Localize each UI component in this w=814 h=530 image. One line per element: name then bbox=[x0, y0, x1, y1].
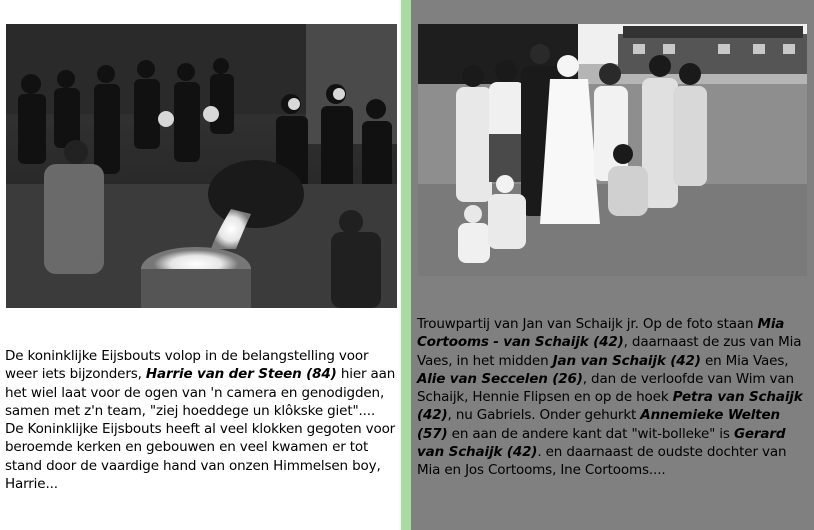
right-panel bbox=[411, 0, 814, 530]
caption-text: De koninklijke Eijsbouts volop in de belangstelling voor weer iets bijzonders, bbox=[5, 348, 369, 383]
person-name: Mia Cortooms - van Schaijk (42) bbox=[417, 316, 785, 351]
bell-casting-photo bbox=[6, 24, 397, 308]
person-name: Annemieke Welten (57) bbox=[417, 407, 780, 442]
person-name: Petra van Schaijk (42) bbox=[417, 389, 803, 424]
caption-text: . en daarnaast de oudste dochter van Mia en Jos Cortooms, Ine Cortooms.... bbox=[417, 444, 787, 479]
caption-text: , nu Gabriels. Onder gehurkt bbox=[447, 407, 641, 424]
caption-text: , daarnaast de zus van Mia Vaes, in het midden bbox=[417, 334, 802, 369]
wedding-group-photo bbox=[418, 24, 807, 276]
bell-casting-caption bbox=[5, 347, 397, 493]
column-divider bbox=[401, 0, 411, 530]
caption-text: en Mia Vaes, bbox=[700, 352, 789, 369]
person-name: Harrie van der Steen (84) bbox=[145, 366, 337, 383]
person-name: Gerard van Schaijk (42) bbox=[417, 425, 786, 461]
wedding-caption bbox=[417, 315, 809, 480]
person-name: Alie van Seccelen (26) bbox=[417, 370, 583, 387]
person-name: Jan van Schaijk (42) bbox=[552, 352, 701, 369]
caption-text: hier aan het wiel laat voor de ogen van 'n camera en genodigden, samen met z'n team, "ziej hoeddege un klôkske giet".... De Koninklijke Eijsbouts heeft al veel klokken gegoten voor beroemde kerken en gebouwen en veel kwamen er tot stand door de vaardige hand van onzen Himmelsen boy, Harrie... bbox=[5, 366, 396, 493]
left-panel bbox=[0, 0, 401, 530]
caption-text: en aan de andere kant dat "wit-bolleke" is bbox=[447, 425, 734, 442]
caption-text: , dan de verloofde van Wim van Schaijk, Hennie Flipsen en op de hoek bbox=[417, 370, 794, 406]
caption-text: Trouwpartij van Jan van Schaijk jr. Op de foto staan bbox=[417, 316, 758, 332]
